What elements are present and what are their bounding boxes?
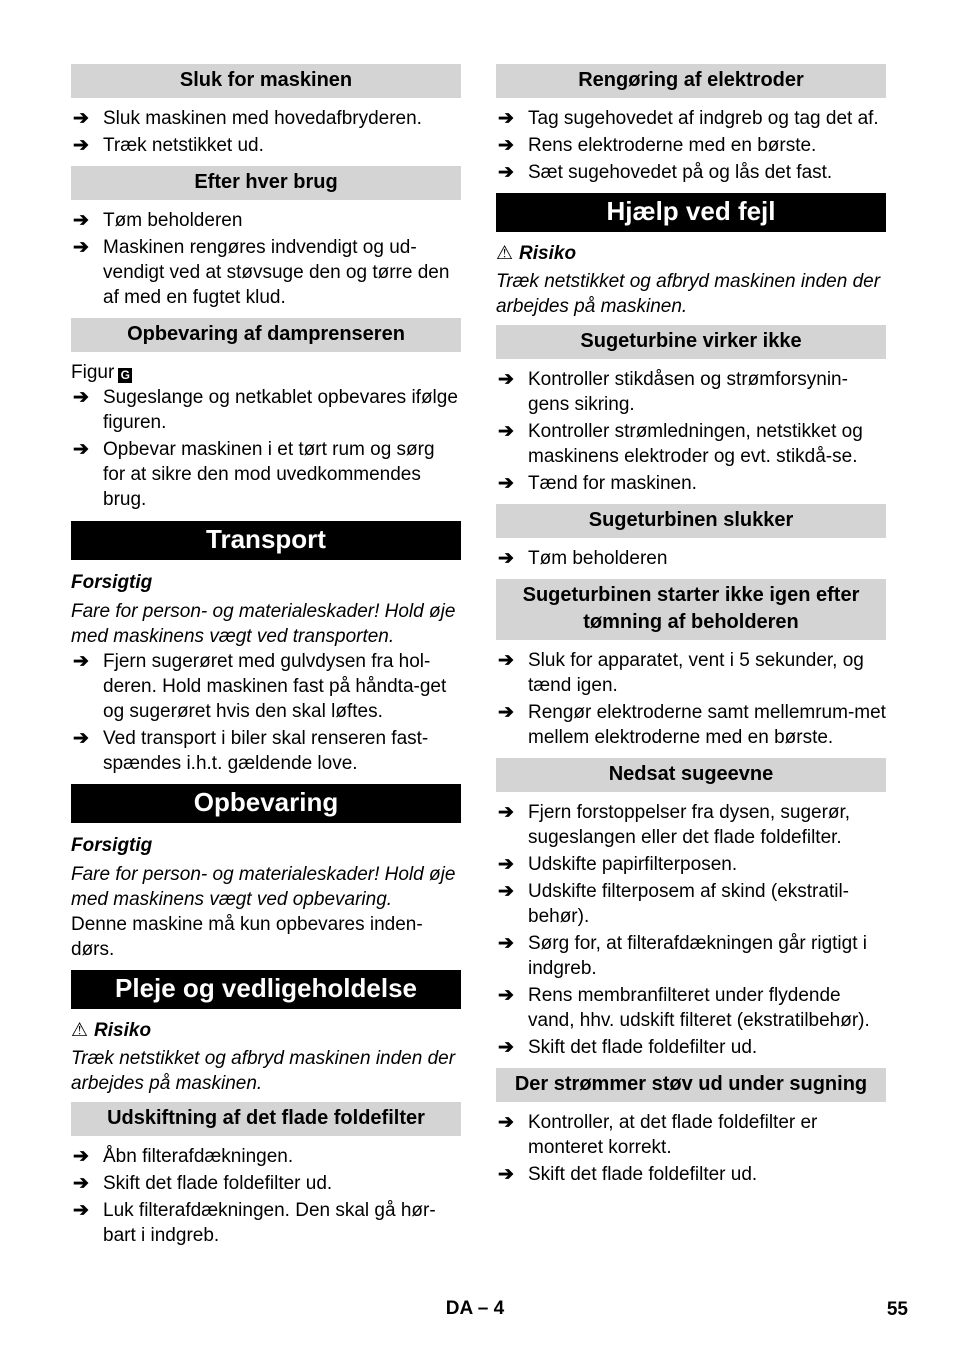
page-number: 55 [886, 1299, 908, 1320]
list-item: ➔ Sluk maskinen med hovedafbryderen. [73, 108, 422, 129]
arrow-icon: ➔ [498, 108, 514, 129]
list-item: ➔ Tænd for maskinen. [498, 473, 697, 494]
figure-reference: Figur G [71, 360, 461, 385]
arrow-icon: ➔ [498, 473, 514, 494]
arrow-icon: ➔ [498, 933, 514, 954]
list-item: ➔ Ved transport i biler skal renseren fast-spændes i.h.t. gældende love. [73, 728, 429, 774]
warning-label: ⚠ Risiko [496, 243, 577, 264]
list-item: ➔ Udskifte papirfilterposen. [498, 854, 738, 875]
list-item: ➔ Tøm beholderen [498, 548, 668, 569]
arrow-icon: ➔ [498, 369, 514, 390]
arrow-icon: ➔ [498, 985, 514, 1006]
arrow-icon: ➔ [498, 135, 514, 156]
list-item: ➔ Træk netstikket ud. [73, 135, 264, 156]
list-udskift [71, 1144, 461, 1248]
list-item: ➔ Kontroller, at det flade foldefilter er monteret korrekt. [498, 1112, 818, 1158]
list-item: ➔ Maskinen rengøres indvendigt og ud-vendigt ved at støvsuge den og tørre den af med en fugtet klud. [73, 237, 450, 308]
arrow-icon: ➔ [498, 854, 514, 875]
heading-elektroder: Rengøring af elektroder [496, 64, 886, 98]
list-slukker [496, 546, 886, 571]
heading-nedsat: Nedsat sugeevne [496, 758, 886, 792]
heading-udskift: Udskiftning af det flade foldefilter [71, 1102, 461, 1136]
list-item: ➔ Tøm beholderen [73, 210, 243, 231]
arrow-icon: ➔ [73, 728, 89, 749]
heading-efter: Efter hver brug [71, 166, 461, 200]
list-virker [496, 367, 886, 496]
warning-icon: ⚠ [71, 1020, 89, 1041]
arrow-icon: ➔ [73, 210, 89, 231]
list-item: ➔ Sæt sugehovedet på og lås det fast. [498, 162, 833, 183]
list-item: ➔ Åbn filterafdækningen. [73, 1146, 294, 1167]
heading-opbevaring-damp: Opbevaring af damprenseren [71, 318, 461, 352]
list-transport [71, 649, 461, 776]
arrow-icon: ➔ [498, 650, 514, 671]
arrow-icon: ➔ [498, 1164, 514, 1185]
arrow-icon: ➔ [73, 1173, 89, 1194]
caution-label: Forsigtig [71, 572, 153, 593]
footer-section-label: DA – 4 [445, 1298, 505, 1319]
list-efter [71, 208, 461, 310]
list-sluk [71, 106, 461, 158]
warning-icon: ⚠ [496, 243, 514, 264]
list-stroemmer [496, 1110, 886, 1187]
caution-label: Forsigtig [71, 835, 153, 856]
list-opbevaring-damp [71, 385, 461, 512]
list-item: ➔ Kontroller stikdåsen og strømforsynin-gens sikring. [498, 369, 848, 415]
list-item: ➔ Skift det flade foldefilter ud. [498, 1164, 758, 1185]
arrow-icon: ➔ [498, 162, 514, 183]
arrow-icon: ➔ [73, 651, 89, 672]
heading-hjaelp: Hjælp ved fejl [496, 193, 886, 232]
heading-virker: Sugeturbine virker ikke [496, 325, 886, 359]
list-nedsat [496, 800, 886, 1060]
arrow-icon: ➔ [73, 1200, 89, 1221]
arrow-icon: ➔ [498, 1112, 514, 1133]
caution-text: Fare for person- og materialeskader! Hold øje med maskinens vægt ved transporten. [71, 601, 456, 647]
list-item: ➔ Opbevar maskinen i et tørt rum og sørg for at sikre den mod uvedkommendes brug. [73, 439, 435, 510]
arrow-icon: ➔ [498, 1037, 514, 1058]
warning-text: Træk netstikket og afbryd maskinen inden der arbejdes på maskinen. [71, 1048, 456, 1094]
list-item: ➔ Tag sugehovedet af indgreb og tag det af. [498, 108, 879, 129]
arrow-icon: ➔ [498, 548, 514, 569]
figure-letter-badge: G [118, 368, 132, 383]
arrow-icon: ➔ [73, 387, 89, 408]
right-column [496, 64, 886, 1189]
warning-text: Træk netstikket og afbryd maskinen inden der arbejdes på maskinen. [496, 271, 881, 317]
arrow-icon: ➔ [498, 881, 514, 902]
list-item: ➔ Skift det flade foldefilter ud. [498, 1037, 758, 1058]
arrow-icon: ➔ [73, 108, 89, 129]
arrow-icon: ➔ [73, 439, 89, 460]
list-item: ➔ Skift det flade foldefilter ud. [73, 1173, 333, 1194]
arrow-icon: ➔ [73, 237, 89, 258]
caution-text: Fare for person- og materialeskader! Hold øje med maskinens vægt ved opbevaring. [71, 864, 456, 910]
left-column [71, 64, 461, 1250]
heading-starter: Sugeturbinen starter ikke igen efter tømning af beholderen [496, 579, 886, 640]
list-elektroder [496, 106, 886, 185]
heading-slukker: Sugeturbinen slukker [496, 504, 886, 538]
heading-pleje: Pleje og vedligeholdelse [71, 970, 461, 1009]
heading-sluk: Sluk for maskinen [71, 64, 461, 98]
arrow-icon: ➔ [498, 421, 514, 442]
list-item: ➔ Rens elektroderne med en børste. [498, 135, 817, 156]
list-item: ➔ Rens membranfilteret under flydende vand, hhv. udskift filteret (ekstratilbehør). [498, 985, 870, 1031]
list-item: ➔ Luk filterafdækningen. Den skal gå hør-bart i indgreb. [73, 1200, 436, 1246]
list-starter [496, 648, 886, 750]
heading-stroemmer: Der strømmer støv ud under sugning [496, 1068, 886, 1102]
heading-opbevaring: Opbevaring [71, 784, 461, 823]
list-item: ➔ Sørg for, at filterafdækningen går rigtigt i indgreb. [498, 933, 867, 979]
warning-label: ⚠ Risiko [71, 1020, 152, 1041]
storage-note: Denne maskine må kun opbevares inden-dørs. [71, 914, 423, 960]
arrow-icon: ➔ [73, 135, 89, 156]
arrow-icon: ➔ [498, 802, 514, 823]
arrow-icon: ➔ [73, 1146, 89, 1167]
list-item: ➔ Udskifte filterposem af skind (ekstratil-behør). [498, 881, 849, 927]
list-item: ➔ Kontroller strømledningen, netstikket og maskinens elektroder og evt. stikdå-se. [498, 421, 863, 467]
list-item: ➔ Sugeslange og netkablet opbevares ifølge figuren. [73, 387, 458, 433]
heading-transport: Transport [71, 521, 461, 560]
list-item: ➔ Sluk for apparatet, vent i 5 sekunder, og tænd igen. [498, 650, 864, 696]
list-item: ➔ Fjern sugerøret med gulvdysen fra hol-deren. Hold maskinen fast på håndta-get og sugerøret hvis den skal løftes. [73, 651, 447, 722]
list-item: ➔ Rengør elektroderne samt mellemrum-met mellem elektroderne med en børste. [498, 702, 886, 748]
list-item: ➔ Fjern forstoppelser fra dysen, sugerør, sugeslangen eller det flade foldefilter. [498, 802, 851, 848]
arrow-icon: ➔ [498, 702, 514, 723]
